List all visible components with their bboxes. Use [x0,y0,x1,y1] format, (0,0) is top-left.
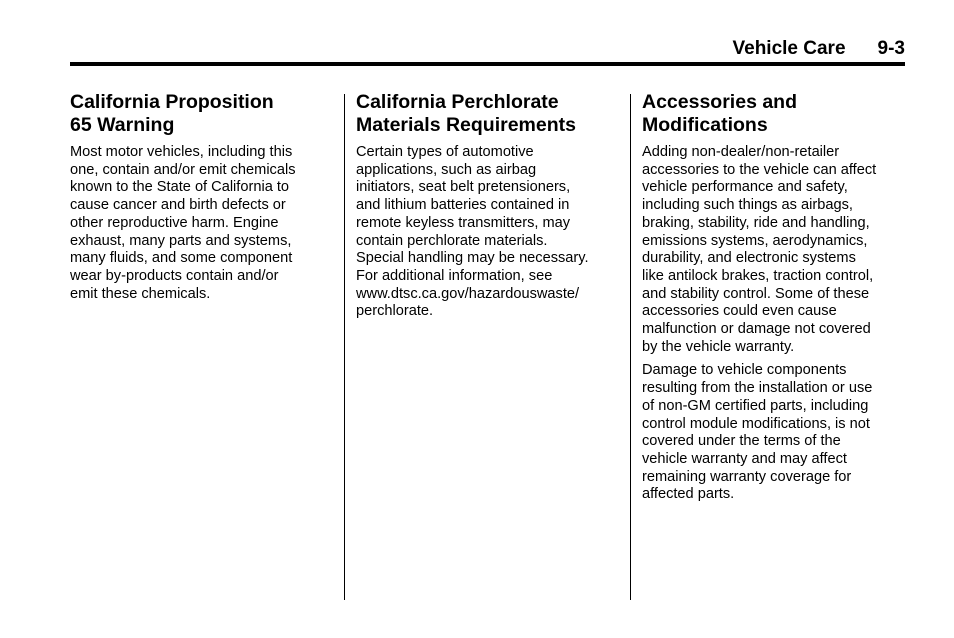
column-accessories [642,91,906,510]
heading-accessories: Accessories and Modifications [642,91,798,136]
header-rule [70,62,905,66]
page-header [70,38,905,62]
column-divider-2 [630,94,631,600]
running-head [733,38,906,60]
column-prop65 [70,91,332,309]
paragraph-accessories-2: Damage to vehicle components resulting from the installation or use of non-GM certified parts, including control module modifications, is not covered under the terms of the vehicle warranty and may affect remaining warranty coverage for affected parts. [642,362,873,503]
column-perchlorate [356,91,618,327]
heading-prop65: California Proposition 65 Warning [70,91,274,136]
paragraph-prop65: Most motor vehicles, including this one, contain and/or emit chemicals known to the State of California to cause cancer and birth defects or other reproductive harm. Engine exhaust, many parts and systems, many fluids, and some component wear by-products contain and/or emit these chemicals. [70,144,296,302]
column-divider-1 [344,94,345,600]
page-number: 9-3 [877,38,905,59]
heading-perchlorate: California Perchlorate Materials Requirements [356,91,576,136]
paragraph-perchlorate: Certain types of automotive applications, such as airbag initiators, seat belt pretensioners, and lithium batteries contained in remote keyless transmitters, may contain perchlorate materials. Special handling may be necessary. For additional information, see www.dtsc.ca.gov/hazardouswaste/ perchlorate. [356,144,589,320]
paragraph-accessories-1: Adding non-dealer/non-retailer accessories to the vehicle can affect vehicle performance and safety, including such things as airbags, braking, stability, ride and handling, emissions systems, aerodynamics, durability, and electronic systems like antilock brakes, traction control, and stability control. Some of these accessories could even cause malfunction or damage not covered by the vehicle warranty. [642,144,877,355]
section-title: Vehicle Care [732,38,846,59]
